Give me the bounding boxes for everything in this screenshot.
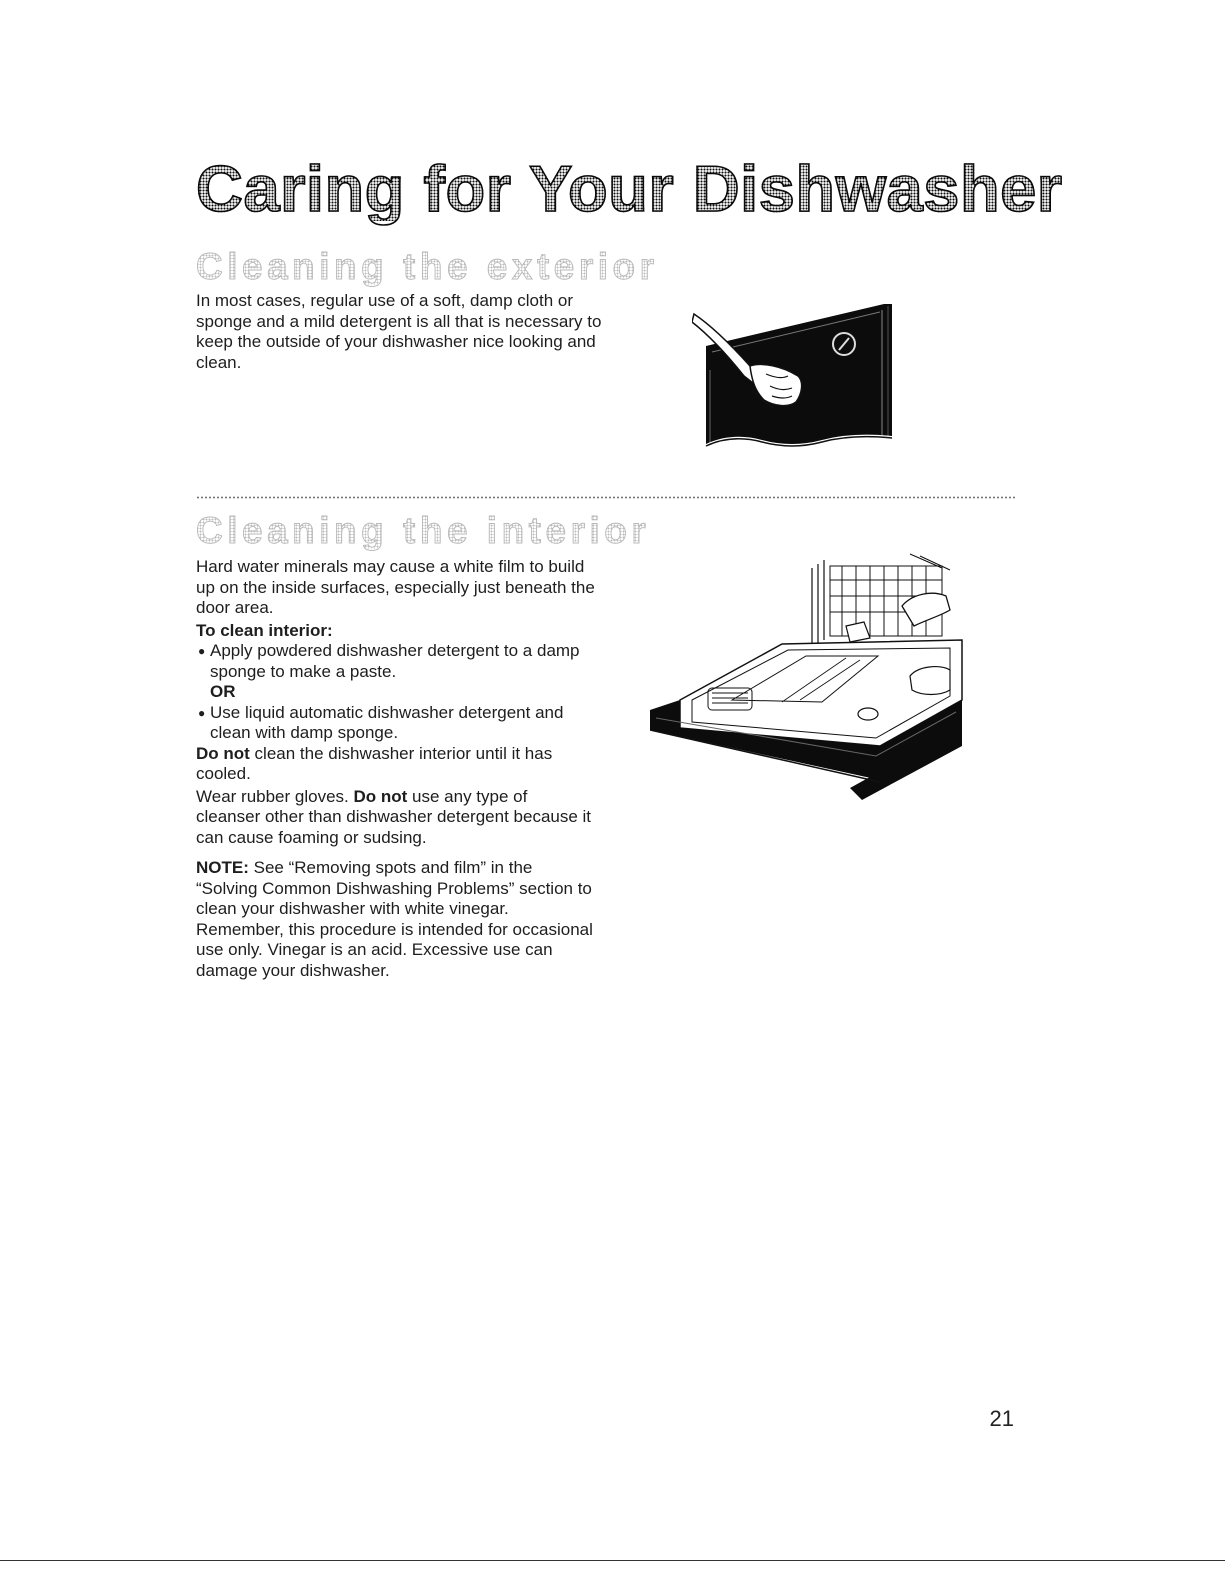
- interior-or: OR: [210, 682, 236, 701]
- page-number: 21: [989, 1406, 1014, 1431]
- section-divider: [196, 496, 1016, 499]
- exterior-text: In most cases, regular use of a soft, damp cloth or sponge and a mild detergent is all that is necessary to keep the outside of your dishwasher nice looking and clean.: [196, 291, 602, 372]
- interior-note: [196, 858, 596, 981]
- interior-bullet-1: [196, 641, 596, 682]
- note-label: NOTE:: [196, 858, 249, 877]
- interior-donot-cooled: [196, 744, 596, 785]
- interior-body: [196, 557, 596, 981]
- bullet-icon: ●: [198, 705, 206, 720]
- interior-cleaning-illustration: [650, 550, 965, 810]
- interior-bullet-1-text: Apply powdered dishwasher detergent to a damp sponge to make a paste.: [210, 641, 580, 681]
- interior-bullet-2-text: Use liquid automatic dishwasher detergent and clean with damp sponge.: [210, 702, 564, 742]
- bottom-rule: [0, 1560, 1225, 1561]
- interior-intro: Hard water minerals may cause a white film to build up on the inside surfaces, especially just beneath the door area.: [196, 557, 595, 617]
- exterior-heading: Cleaning the exterior: [196, 246, 659, 287]
- donot-label: Do not: [353, 786, 408, 806]
- bullet-icon: ●: [198, 644, 206, 658]
- exterior-paragraph: [196, 291, 606, 373]
- page-title: Caring for Your Dishwasher: [196, 152, 1063, 225]
- interior-subhead: To clean interior:: [196, 620, 333, 640]
- note-text: See “Removing spots and film” in the “Solving Common Dishwashing Problems” section to clean your dishwasher with white vinegar. Remember, this procedure is intended for occasional use only. Vinegar is an acid. Excessive use can damage your dishwasher.: [196, 858, 593, 980]
- interior-gloves: [196, 787, 596, 849]
- donot-cooled-text: clean the dishwasher interior until it has cooled.: [196, 743, 553, 783]
- interior-heading: Cleaning the interior: [196, 510, 651, 551]
- gloves-text-b: use any type of cleanser other than dishwasher detergent because it can cause foaming or sudsing.: [196, 786, 592, 847]
- donot-label: Do not: [196, 743, 250, 763]
- exterior-cleaning-illustration: [692, 296, 907, 456]
- gloves-text-a: Wear rubber gloves.: [196, 786, 354, 806]
- interior-bullet-2: [196, 703, 596, 744]
